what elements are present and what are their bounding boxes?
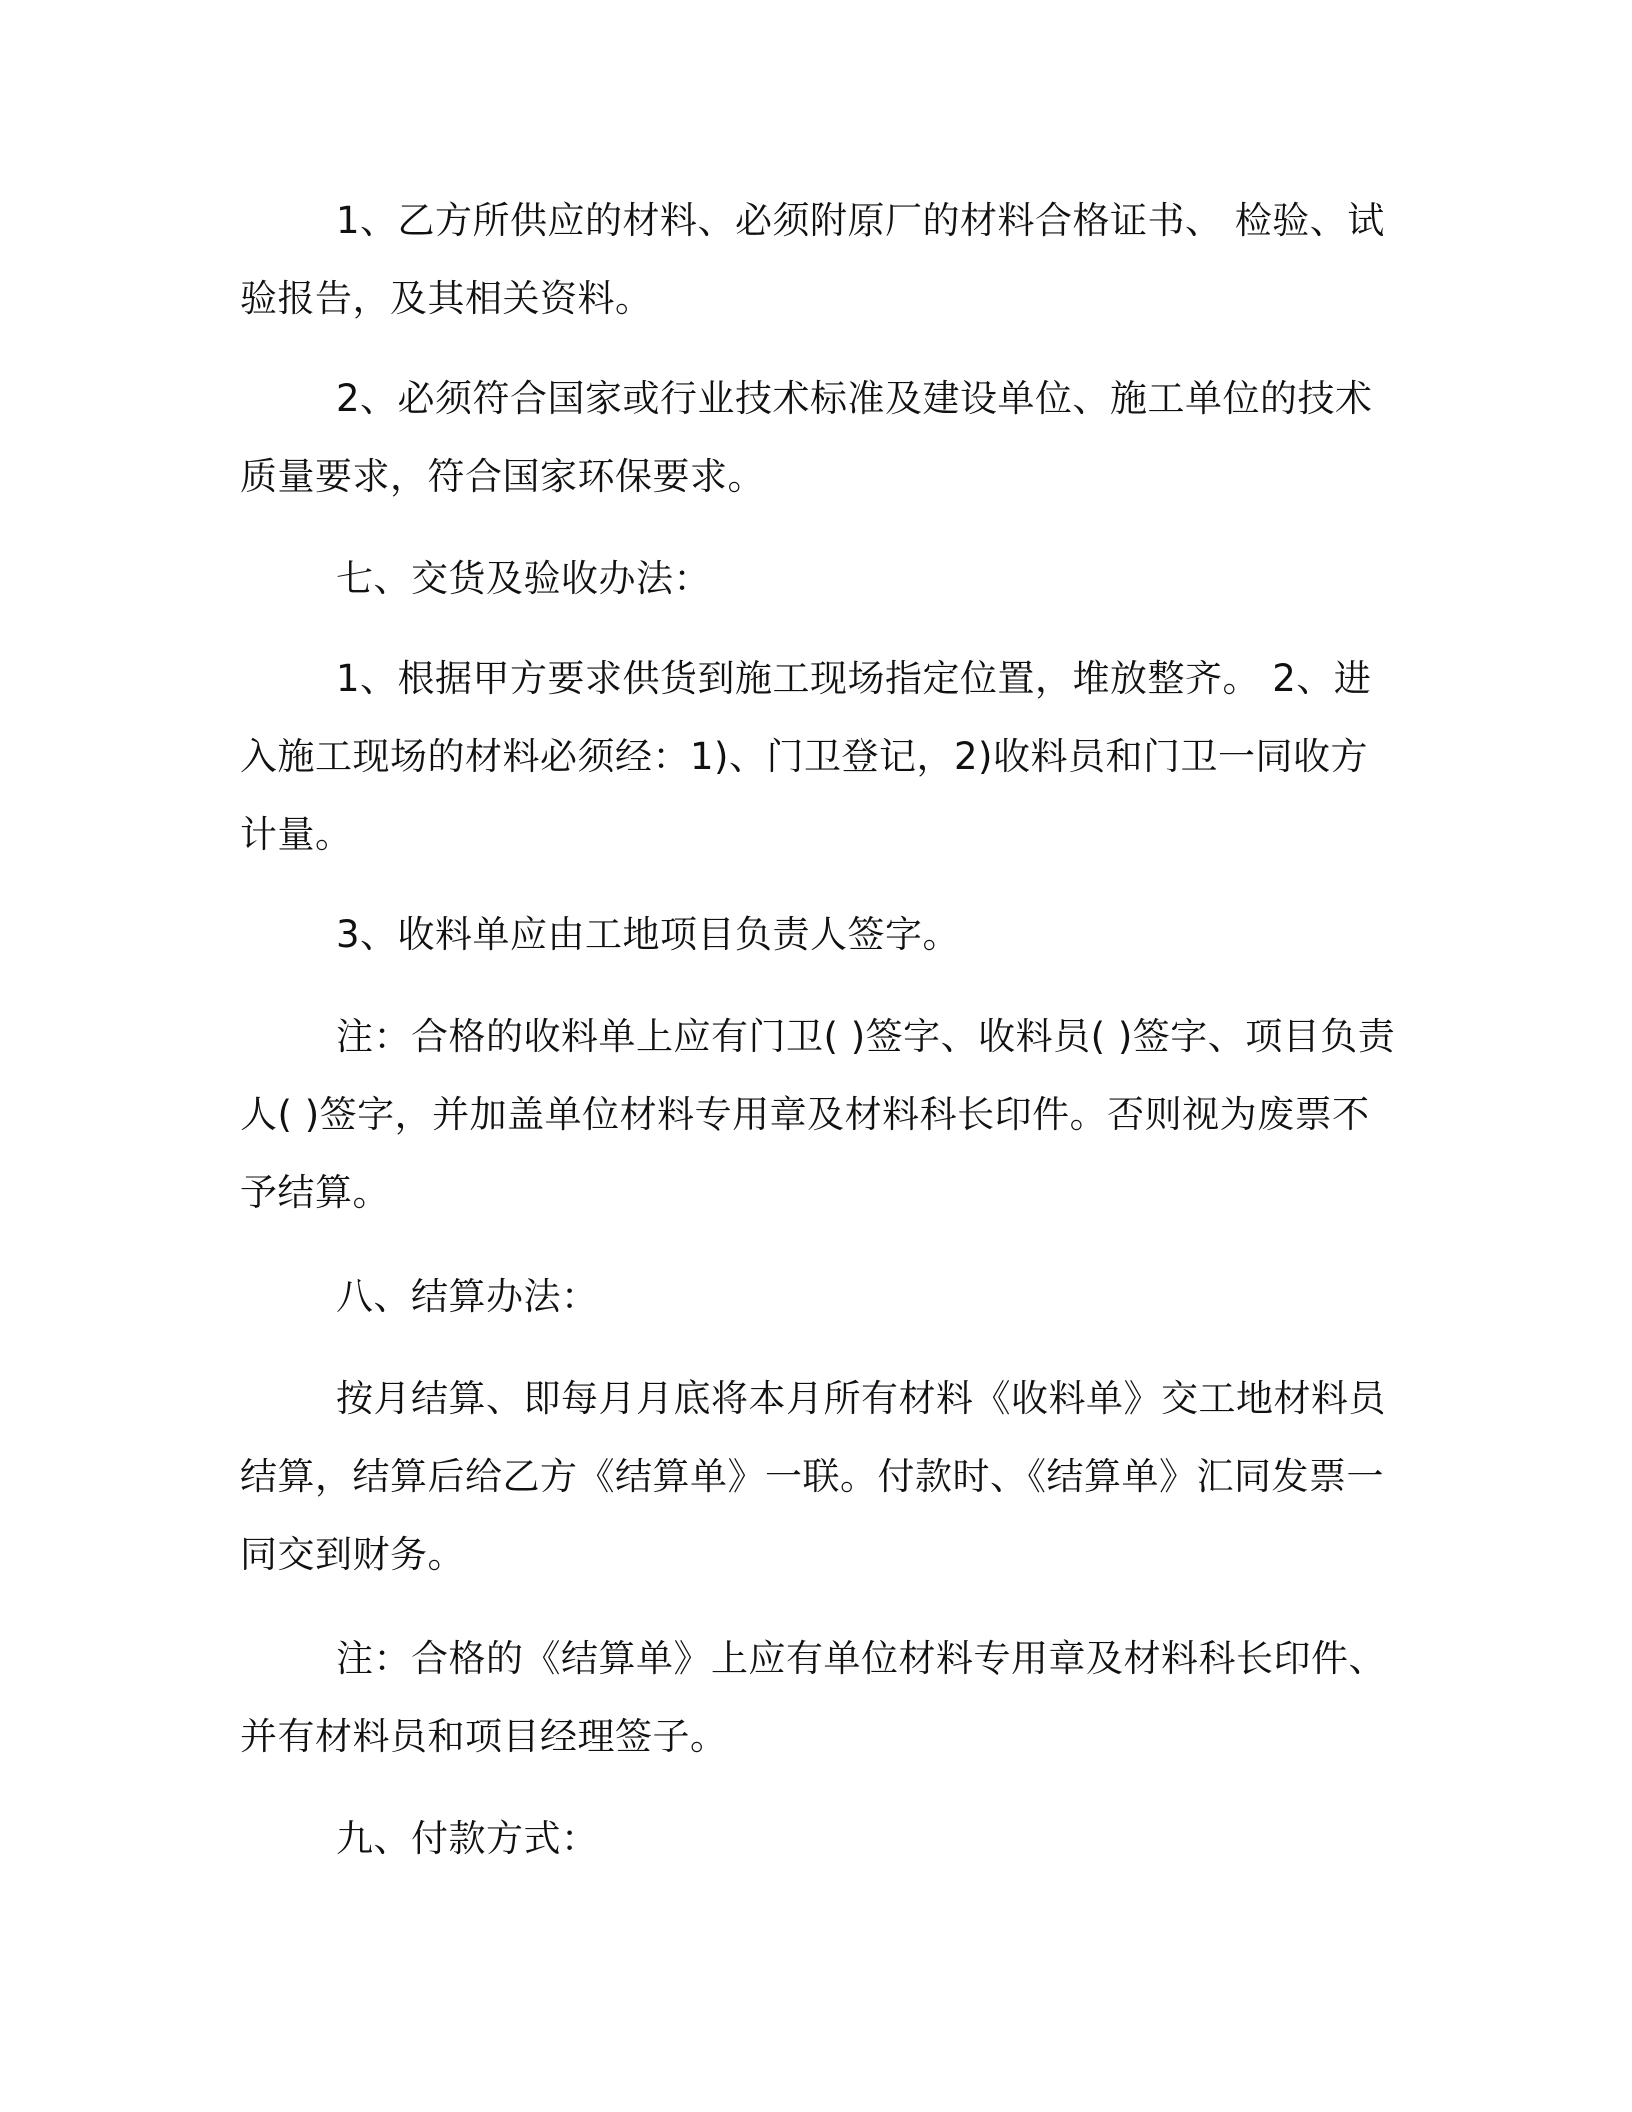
- section-heading-settlement: 八、结算办法：: [336, 1275, 599, 1318]
- paragraph-monthly-settlement: 按月结算、即每月月底将本月所有材料《收料单》交工地材料员结算，结算后给乙方《结算单》一联。付款时、《结算单》汇同发票一同交到财务。: [240, 1377, 1386, 1576]
- paragraph-receipt-signature: 3、收料单应由工地项目负责人签字。: [336, 913, 961, 956]
- paragraph-settlement-note: 注：合格的《结算单》上应有单位材料专用章及材料科长印件、并有材料员和项目经理签子。: [240, 1637, 1386, 1758]
- section-heading-payment-method: 九、付款方式：: [336, 1817, 599, 1860]
- paragraph-receipt-note: 注：合格的收料单上应有门卫( )签字、收料员( )签字、项目负责人( )签字，并加盖单位材料专用章及材料科长印件。否则视为废票不予结算。: [240, 1015, 1396, 1214]
- paragraph-quality-standards: 2、必须符合国家或行业技术标准及建设单位、施工单位的技术质量要求，符合国家环保要求。: [240, 377, 1373, 498]
- section-heading-delivery-acceptance: 七、交货及验收办法：: [336, 557, 711, 600]
- paragraph-delivery-site: 1、根据甲方要求供货到施工现场指定位置，堆放整齐。 2、进入施工现场的材料必须经：1)、门卫登记，2)收料员和门卫一同收方计量。: [240, 657, 1372, 856]
- paragraph-material-certificates: 1、乙方所供应的材料、必须附原厂的材料合格证书、 检验、试验报告，及其相关资料。: [240, 199, 1385, 320]
